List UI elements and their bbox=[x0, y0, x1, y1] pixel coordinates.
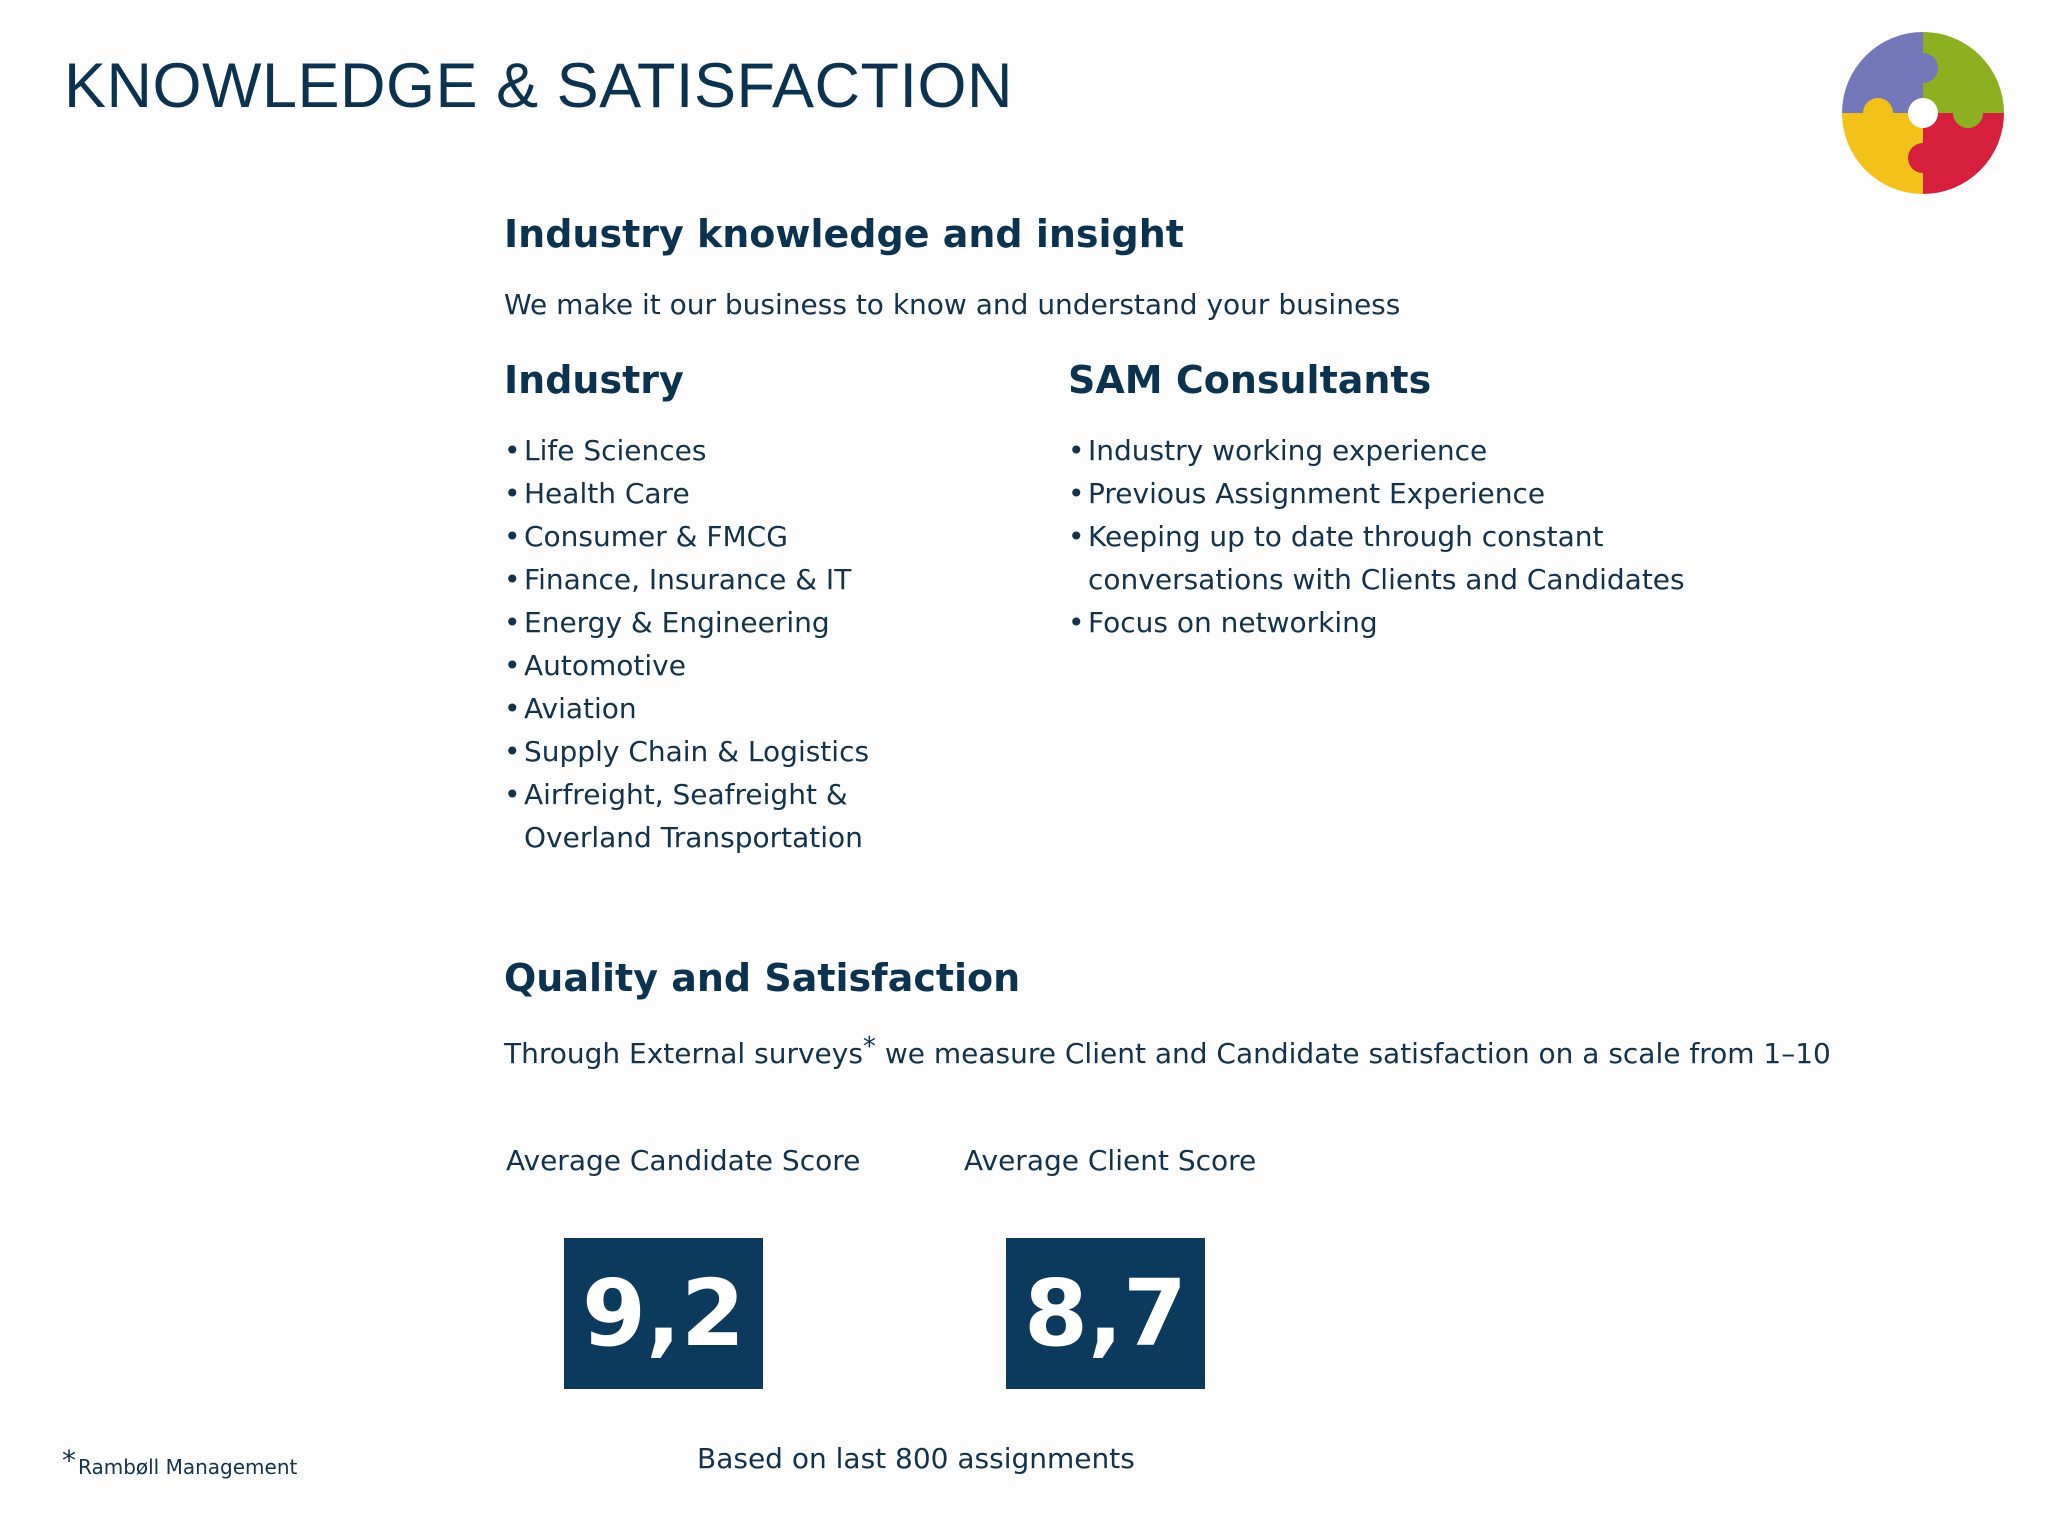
footnote bbox=[62, 1444, 297, 1479]
list-item: • Focus on networking bbox=[1068, 601, 1685, 644]
page-title: KNOWLEDGE & SATISFACTION bbox=[64, 51, 1013, 121]
knowledge-subheading: We make it our business to know and understand your business bbox=[504, 288, 1401, 321]
list-item: • Consumer & FMCG bbox=[504, 515, 869, 558]
client-score-box: 8,7 bbox=[1006, 1238, 1205, 1389]
quality-description bbox=[504, 1032, 1831, 1070]
list-item-line: • Airfreight, Seafreight & bbox=[524, 778, 848, 811]
quality-text-after: we measure Client and Candidate satisfaction on a scale from 1–10 bbox=[875, 1037, 1831, 1070]
list-item-line: conversations with Clients and Candidates bbox=[1088, 563, 1685, 596]
candidate-score-box: 9,2 bbox=[564, 1238, 763, 1389]
consultants-list bbox=[1068, 429, 1685, 644]
footnote-marker: * bbox=[862, 1032, 876, 1062]
consultants-heading: SAM Consultants bbox=[1068, 358, 1432, 402]
assignments-basis: Based on last 800 assignments bbox=[697, 1442, 1135, 1475]
list-item: • Finance, Insurance & IT bbox=[504, 558, 869, 601]
list-item: • Life Sciences bbox=[504, 429, 869, 472]
list-item: • Industry working experience bbox=[1068, 429, 1685, 472]
quality-text-before: Through External surveys bbox=[504, 1037, 863, 1070]
candidate-score-label: Average Candidate Score bbox=[506, 1144, 861, 1177]
list-item: • Energy & Engineering bbox=[504, 601, 869, 644]
footnote-source: Rambøll Management bbox=[78, 1455, 298, 1479]
list-item-line: • Keeping up to date through constant bbox=[1088, 520, 1604, 553]
puzzle-logo bbox=[1840, 30, 2006, 196]
industry-list bbox=[504, 429, 869, 859]
footnote-asterisk: * bbox=[62, 1444, 76, 1477]
list-item: • Aviation bbox=[504, 687, 869, 730]
list-item-line: Overland Transportation bbox=[524, 821, 863, 854]
industry-heading: Industry bbox=[504, 358, 684, 402]
list-item: • Supply Chain & Logistics bbox=[504, 730, 869, 773]
list-item: • Health Care bbox=[504, 472, 869, 515]
quality-heading: Quality and Satisfaction bbox=[504, 956, 1021, 1000]
list-item: • Automotive bbox=[504, 644, 869, 687]
list-item: • Previous Assignment Experience bbox=[1068, 472, 1685, 515]
list-item bbox=[1068, 515, 1685, 601]
list-item bbox=[504, 773, 869, 859]
client-score-label: Average Client Score bbox=[964, 1144, 1257, 1177]
knowledge-heading: Industry knowledge and insight bbox=[504, 212, 1184, 256]
